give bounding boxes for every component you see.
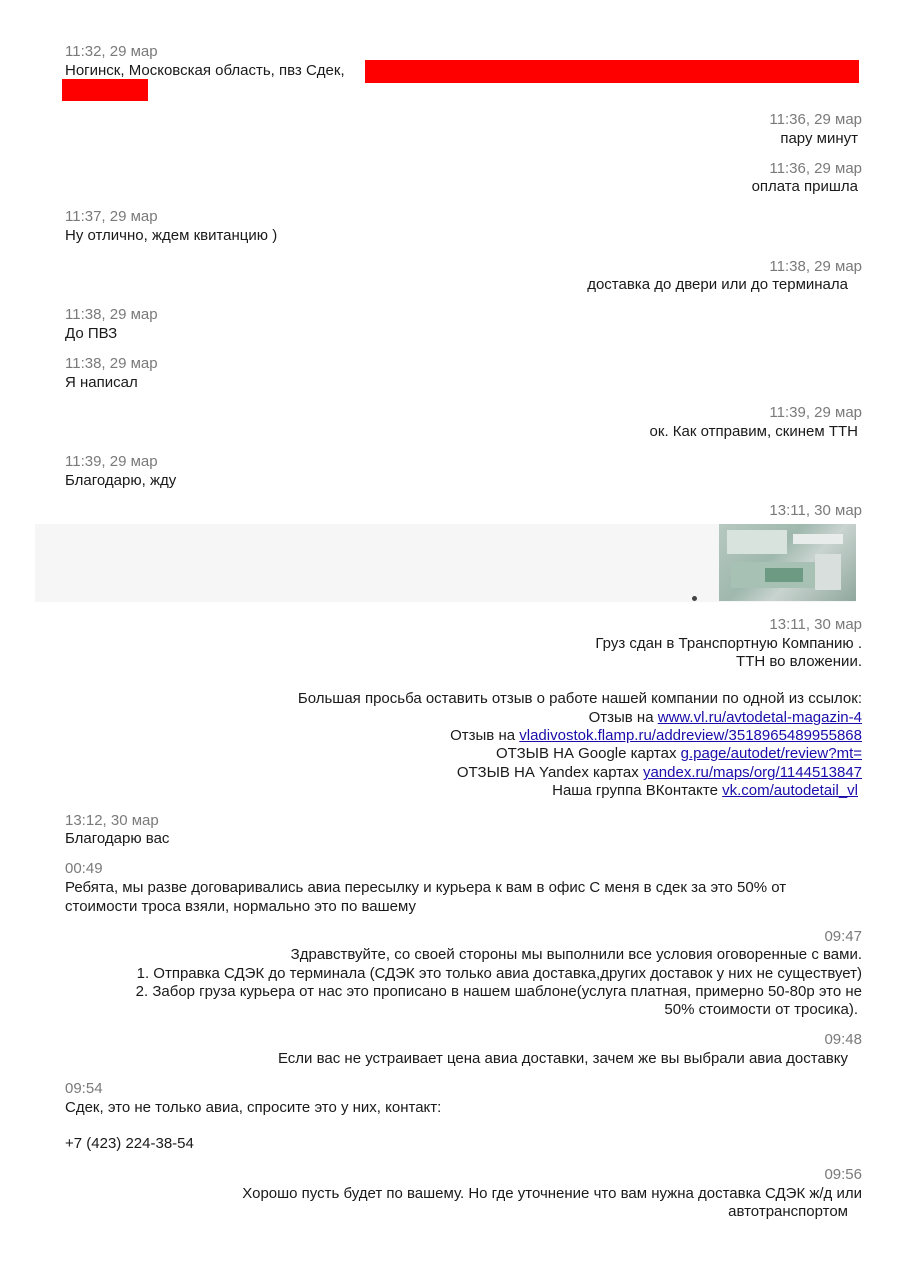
message-text: До ПВЗ xyxy=(65,325,118,342)
message-text: доставка до двери или до терминала xyxy=(587,276,848,293)
message-time: 09:47 xyxy=(824,928,862,945)
message-text: Здравствуйте, со своей стороны мы выполнили все условия оговоренные с вами. xyxy=(290,946,862,963)
message-time: 09:54 xyxy=(65,1080,103,1097)
message-time: 11:36, 29 мар xyxy=(769,111,862,128)
message-text: Хорошо пусть будет по вашему. Но где уточнение что вам нужна доставка СДЭК ж/д или xyxy=(242,1185,862,1202)
message-time: 11:32, 29 мар xyxy=(65,43,158,60)
message-time: 11:39, 29 мар xyxy=(769,404,862,421)
review-link-row xyxy=(589,709,862,727)
message-text: Ребята, мы разве договаривались авиа пересылку и курьера к вам в офис С меня в сдек за это 50% от xyxy=(65,879,787,896)
message-text: 1. Отправка СДЭК до терминала (СДЭК это только авиа доставка,других доставок у них не существует) xyxy=(136,965,862,982)
message-text: оплата пришла xyxy=(751,178,858,195)
review-link-yandex[interactable]: yandex.ru/maps/org/1144513847 xyxy=(642,764,862,781)
message-time: 00:49 xyxy=(65,860,103,877)
review-link-vl[interactable]: www.vl.ru/avtodetal-magazin-4 xyxy=(657,709,862,726)
message-time: 13:12, 30 мар xyxy=(65,812,159,829)
redaction-bar xyxy=(365,60,859,83)
message-time: 11:38, 29 мар xyxy=(769,258,862,275)
message-time: 13:11, 30 мар xyxy=(769,616,862,633)
message-text: 50% стоимости от тросика). xyxy=(664,1001,858,1018)
message-text: Груз сдан в Транспортную Компанию . xyxy=(595,635,862,652)
review-link-flamp[interactable]: vladivostok.flamp.ru/addreview/3518965489955868 xyxy=(519,727,862,744)
message-text: пару минут xyxy=(780,130,858,147)
review-label: Отзыв на xyxy=(450,727,520,744)
message-text: Благодарю вас xyxy=(65,830,170,847)
message-time: 13:11, 30 мар xyxy=(769,502,862,519)
message-text: 2. Забор груза курьера от нас это прописано в нашем шаблоне(услуга платная, примерно 50-80р это не xyxy=(135,983,862,1000)
review-link-row xyxy=(450,727,862,745)
contact-phone: +7 (423) 224-38-54 xyxy=(65,1135,194,1152)
message-text: автотранспортом xyxy=(728,1203,848,1220)
message-time: 09:56 xyxy=(824,1166,862,1183)
review-link-google[interactable]: g.page/autodet/review?mt= xyxy=(680,745,862,762)
message-text: стоимости троса взяли, нормально это по вашему xyxy=(65,898,416,915)
review-link-row xyxy=(496,745,862,763)
message-time: 11:37, 29 мар xyxy=(65,208,158,225)
review-label: ОТЗЫВ НА Google картах xyxy=(495,745,681,762)
message-time: 09:48 xyxy=(824,1031,862,1048)
message-time: 11:38, 29 мар xyxy=(65,355,158,372)
review-link-row xyxy=(552,782,858,800)
message-time: 11:36, 29 мар xyxy=(769,160,862,177)
message-text: Благодарю, жду xyxy=(65,472,177,489)
message-text: ок. Как отправим, скинем ТТН xyxy=(649,423,858,440)
bullet-dot xyxy=(692,596,697,601)
review-link-row xyxy=(457,764,862,782)
attachment-photo[interactable] xyxy=(719,524,856,601)
review-label: ОТЗЫВ НА Yandex картах xyxy=(456,764,643,781)
message-text: Сдек, это не только авиа, спросите это у них, контакт: xyxy=(65,1099,442,1116)
message-time: 11:38, 29 мар xyxy=(65,306,158,323)
message-text: Я написал xyxy=(65,374,138,391)
message-time: 11:39, 29 мар xyxy=(65,453,158,470)
review-link-vk[interactable]: vk.com/autodetail_vl xyxy=(722,782,858,799)
review-label: Отзыв на xyxy=(588,709,658,726)
message-text: Ногинск, Московская область, пвз Сдек, xyxy=(65,62,345,79)
message-text: Большая просьба оставить отзыв о работе нашей компании по одной из ссылок: xyxy=(297,690,862,707)
message-text: Если вас не устраивает цена авиа доставки, зачем же вы выбрали авиа доставку xyxy=(277,1050,848,1067)
message-text: ТТН во вложении. xyxy=(736,653,862,670)
message-text: Ну отлично, ждем квитанцию ) xyxy=(65,227,278,244)
review-label: Наша группа ВКонтакте xyxy=(552,782,723,799)
redaction-bar xyxy=(62,79,148,101)
